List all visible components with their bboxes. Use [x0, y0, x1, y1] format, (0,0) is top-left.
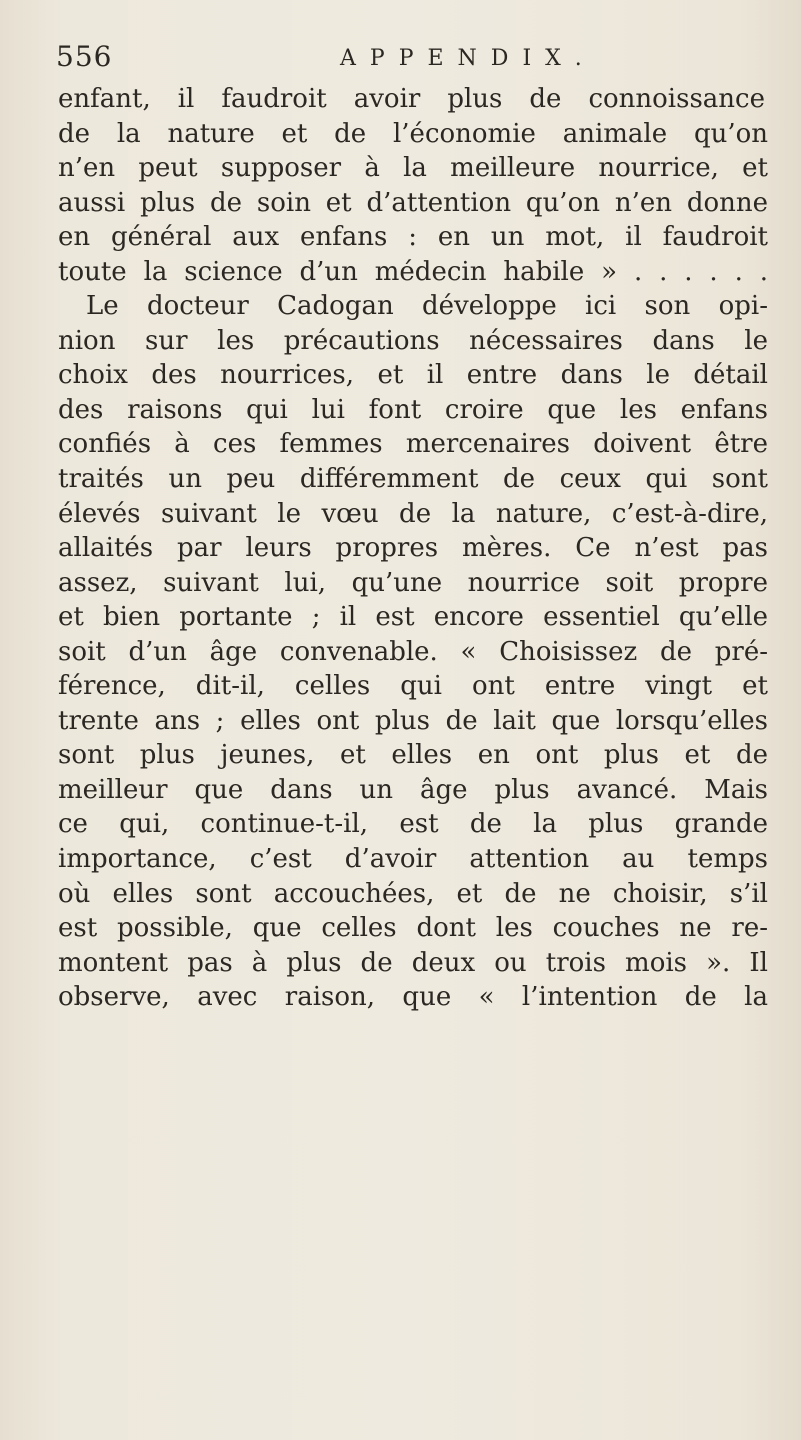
text-line: élevés suivant le vœu de la nature, c’est-à-dire,	[58, 498, 768, 529]
text-line: où elles sont accouchées, et de ne choisir, s’il	[58, 878, 768, 909]
text-line: n’en peut supposer à la meilleure nourrice, et	[58, 153, 768, 184]
text-line: confiés à ces femmes mercenaires doivent être	[58, 429, 768, 460]
text-line: en général aux enfans : en un mot, il faudroit	[58, 222, 768, 253]
text-line: importance, c’est d’avoir attention au temps	[58, 844, 768, 875]
text-line: toute la science d’un médecin habile » . . . . . .	[58, 256, 768, 287]
page-number: 556	[56, 40, 113, 73]
text-line: de la nature et de l’économie animale qu’on	[58, 118, 768, 149]
body-text	[58, 82, 768, 1015]
text-line: sont plus jeunes, et elles en ont plus et de	[58, 740, 768, 771]
text-line: est possible, que celles dont les couches ne re-	[58, 913, 768, 944]
text-line: montent pas à plus de deux ou trois mois ». Il	[58, 947, 768, 978]
text-line: enfant, il faudroit avoir plus de connoissance	[58, 84, 765, 114]
text-line: soit d’un âge convenable. « Choisissez de pré-	[58, 636, 768, 667]
text-line: ce qui, continue-t-il, est de la plus grande	[58, 809, 768, 840]
text-line: traités un peu différemment de ceux qui sont	[58, 464, 768, 495]
text-line: assez, suivant lui, qu’une nourrice soit propre	[58, 567, 768, 598]
text-line: choix des nourrices, et il entre dans le détail	[58, 360, 768, 391]
text-line: observe, avec raison, que « l’intention de la	[58, 982, 768, 1013]
text-line: trente ans ; elles ont plus de lait que lorsqu’elles	[58, 705, 768, 736]
text-line: férence, dit-il, celles qui ont entre vingt et	[58, 671, 768, 702]
text-line: des raisons qui lui font croire que les enfans	[58, 394, 768, 425]
running-head: APPENDIX.	[340, 46, 596, 71]
text-line: aussi plus de soin et d’attention qu’on n’en donne	[58, 187, 768, 218]
text-line: et bien portante ; il est encore essentiel qu’elle	[58, 602, 768, 633]
text-line: Le docteur Cadogan développe ici son opi-	[86, 291, 768, 322]
text-line: allaités par leurs propres mères. Ce n’est pas	[58, 533, 768, 564]
text-line: meilleur que dans un âge plus avancé. Mais	[58, 774, 768, 805]
text-line: nion sur les précautions nécessaires dans le	[58, 325, 768, 356]
